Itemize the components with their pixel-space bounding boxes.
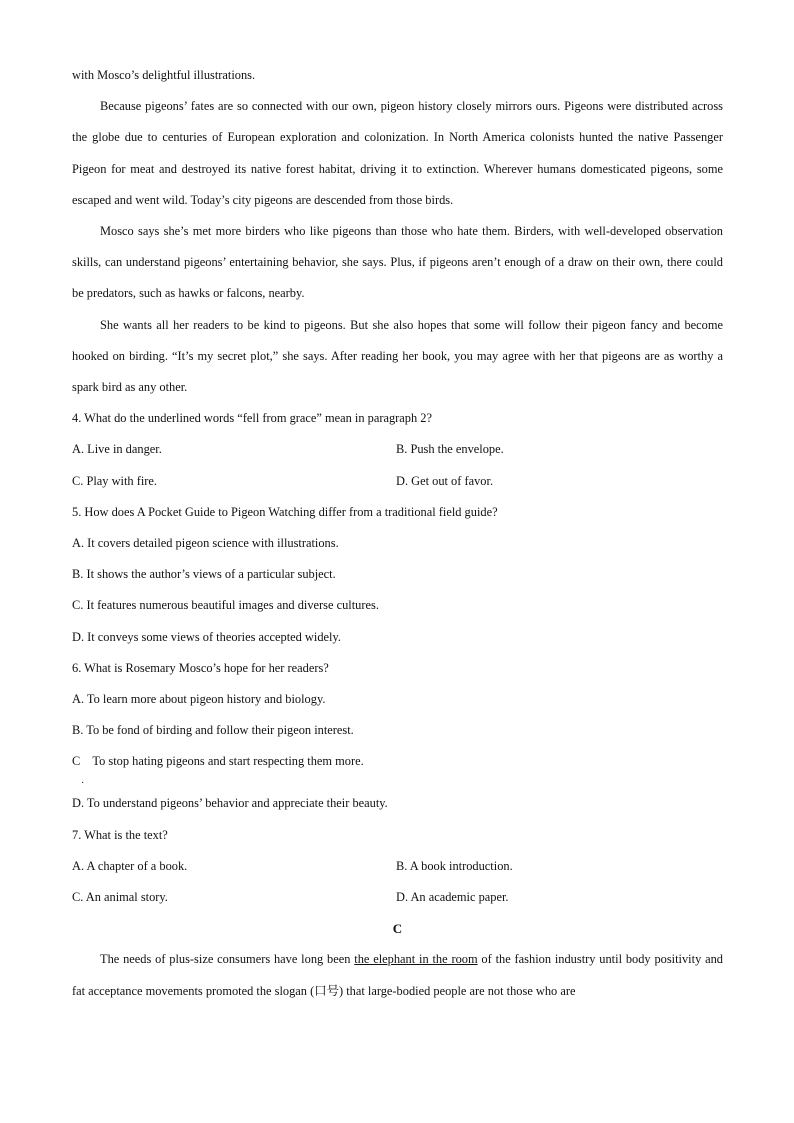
question-6-option-c-letter: C (72, 754, 81, 769)
question-5-stem: 5. How does A Pocket Guide to Pigeon Watching differ from a traditional field guide? (72, 504, 498, 519)
section-heading-c: C (392, 921, 403, 937)
question-5-option-b: B. It shows the author’s views of a particular subject. (72, 567, 336, 582)
question-4 (72, 403, 723, 497)
question-6-option-c (72, 746, 723, 788)
question-4-option-d: D. Get out of favor. (396, 473, 494, 488)
plus-size-text-after: of the fashion industry until body positivity and fat acceptance movements promoted the slogan (口号) that large-bodied people are not those who are (72, 952, 723, 998)
question-6-option-b: B. To be fond of birding and follow their pigeon interest. (72, 723, 354, 738)
paragraph-birders: Mosco says she’s met more birders who like pigeons than those who hate them. Birders, with well-developed observation skills, can understand pigeons’ entertaining behavior, she says. Plus, if pigeons aren’t enough of a draw on their own, there could be predators, such as hawks or falcons, nearby. (72, 224, 723, 301)
question-5-option-c: C. It features numerous beautiful images and diverse cultures. (72, 598, 379, 613)
question-4-option-c: C. Play with fire. (72, 473, 158, 488)
question-7-option-d: D. An academic paper. (396, 890, 509, 905)
question-6-option-c-text: To stop hating pigeons and start respecting them more. (92, 754, 364, 769)
document-page (72, 60, 723, 1007)
question-4-option-a: A. Live in danger. (72, 442, 162, 457)
question-6-option-c-dot: · (81, 778, 85, 790)
paragraph-readers: She wants all her readers to be kind to pigeons. But she also hopes that some will follow their pigeon fancy and become hooked on birding. “It’s my secret plot,” she says. After reading her book, you may agree with her that pigeons are as worthy a spark bird as any other. (72, 317, 723, 395)
question-7-option-a: A. A chapter of a book. (72, 858, 188, 873)
question-6 (72, 653, 723, 820)
question-6-stem: 6. What is Rosemary Mosco’s hope for her readers? (72, 660, 329, 675)
paragraph-plus-size (72, 944, 723, 1006)
question-5-option-a: A. It covers detailed pigeon science with illustrations. (72, 536, 339, 551)
question-7-option-c: C. An animal story. (72, 890, 168, 905)
question-4-option-b: B. Push the envelope. (396, 442, 504, 457)
paragraph-pigeon-history: Because pigeons’ fates are so connected with our own, pigeon history closely mirrors ours. Pigeons were distributed across the globe due to centuries of European exploration and colonization. In North America colonists hunted the native Passenger Pigeon for meat and destroyed its native forest habitat, driving it to extinction. Wherever humans domesticated pigeons, some escaped and went wild. Today’s city pigeons are descended from those birds. (72, 99, 723, 207)
question-4-stem: 4. What do the underlined words “fell from grace” mean in paragraph 2? (72, 411, 432, 426)
question-6-option-d: D. To understand pigeons’ behavior and appreciate their beauty. (72, 796, 388, 811)
plus-size-text-before: The needs of plus-size consumers have long been (100, 952, 355, 967)
question-5 (72, 497, 723, 653)
question-7-stem: 7. What is the text? (72, 827, 168, 842)
underlined-phrase: the elephant in the room (354, 952, 478, 967)
question-5-option-d: D. It conveys some views of theories accepted widely. (72, 629, 341, 644)
question-6-option-a: A. To learn more about pigeon history and biology. (72, 692, 326, 707)
question-7-option-b: B. A book introduction. (396, 858, 513, 873)
paragraph-continued: with Mosco’s delightful illustrations. (72, 68, 256, 82)
question-7 (72, 820, 723, 914)
